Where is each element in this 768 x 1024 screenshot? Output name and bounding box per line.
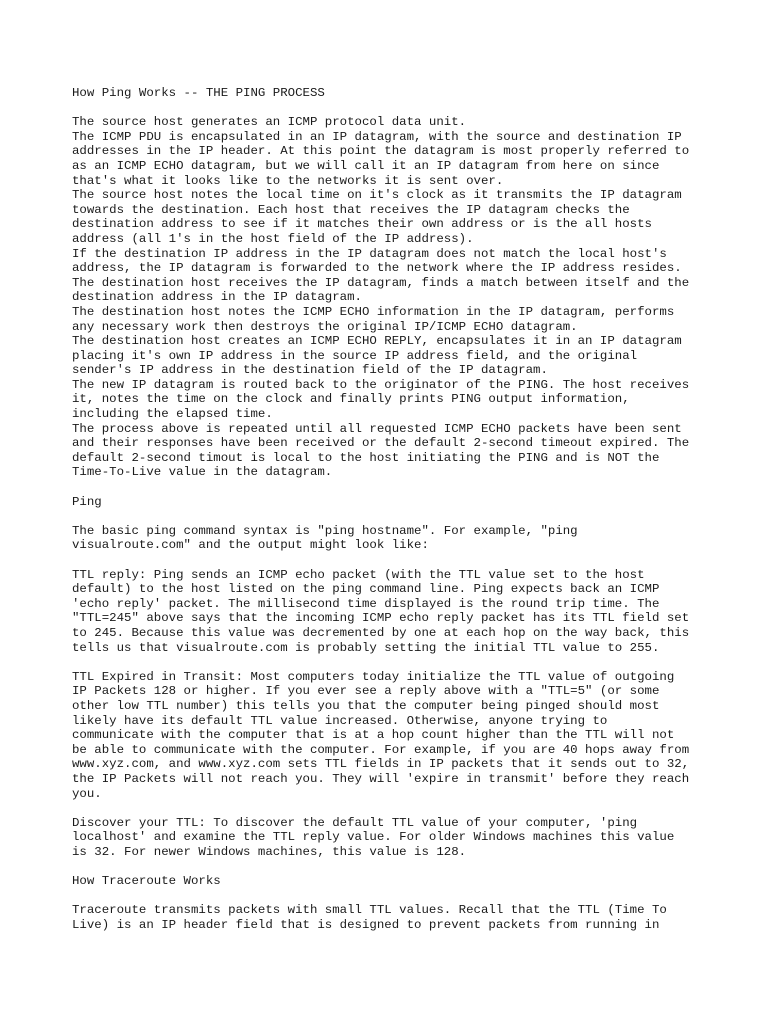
text-line: the IP Packets will not reach you. They will 'expire in transmit' before they reach: [72, 771, 690, 786]
text-line: The ICMP PDU is encapsulated in an IP datagram, with the source and destination IP: [72, 129, 682, 144]
text-line: default) to the host listed on the ping command line. Ping expects back an ICMP: [72, 582, 660, 597]
paragraph-ping-process: [72, 115, 712, 480]
heading-how-traceroute-works: [72, 874, 712, 889]
text-line: tells us that visualroute.com is probably setting the initial TTL value to 255.: [72, 640, 660, 655]
text-line: "TTL=245" above says that the incoming ICMP echo reply packet has its TTL field set: [72, 611, 690, 626]
text-line: How Ping Works -- THE PING PROCESS: [72, 86, 325, 100]
paragraph-ttl-reply: [72, 568, 712, 656]
text-line: destination address in the IP datagram.: [72, 290, 362, 305]
text-line: communicate with the computer that is at a hop count higher than the TTL will not: [72, 728, 675, 743]
text-line: 'echo reply' packet. The millisecond time displayed is the round trip time. The: [72, 596, 660, 611]
text-line: IP Packets 128 or higher. If you ever see a reply above with a "TTL=5" (or some: [72, 684, 660, 699]
text-line: Discover your TTL: To discover the default TTL value of your computer, 'ping: [72, 815, 638, 830]
heading-ping: [72, 495, 712, 510]
text-line: towards the destination. Each host that receives the IP datagram checks the: [72, 202, 630, 217]
text-line: sender's IP address in the destination field of the IP datagram.: [72, 363, 548, 378]
text-line: default 2-second timout is local to the host initiating the PING and is NOT the: [72, 450, 660, 465]
text-line: The basic ping command syntax is "ping hostname". For example, "ping: [72, 523, 578, 538]
heading-how-ping-works: [72, 86, 712, 101]
text-line: placing it's own IP address in the source IP address field, and the original: [72, 348, 638, 363]
text-line: The source host notes the local time on it's clock as it transmits the IP datagram: [72, 188, 682, 203]
paragraph-gap: [72, 859, 712, 874]
paragraph-gap: [72, 101, 712, 116]
text-line: be able to communicate with the computer. For example, if you are 40 hops away from: [72, 742, 690, 757]
paragraph-ttl-expired: [72, 670, 712, 801]
paragraph-gap: [72, 480, 712, 495]
text-line: TTL Expired in Transit: Most computers today initialize the TTL value of outgoing: [72, 669, 675, 684]
paragraph-gap: [72, 801, 712, 816]
text-line: localhost' and examine the TTL reply value. For older Windows machines this value: [72, 830, 675, 845]
text-line: How Traceroute Works: [72, 874, 221, 889]
text-line: including the elapsed time.: [72, 407, 273, 422]
paragraph-gap: [72, 509, 712, 524]
text-line: and their responses have been received or the default 2-second timeout expired. The: [72, 436, 690, 451]
paragraph-traceroute: [72, 903, 712, 932]
text-line: address (all 1's in the host field of the IP address).: [72, 231, 474, 246]
text-line: If the destination IP address in the IP datagram does not match the local host's: [72, 246, 667, 261]
document-page: [72, 86, 712, 932]
text-line: destination address to see if it matches their own address or is the all hosts: [72, 217, 652, 232]
paragraph-ping-syntax: [72, 524, 712, 553]
text-line: The process above is repeated until all requested ICMP ECHO packets have been sent: [72, 421, 682, 436]
text-line: you.: [72, 786, 102, 801]
text-line: Live) is an IP header field that is designed to prevent packets from running in: [72, 917, 660, 932]
text-line: addresses in the IP header. At this point the datagram is most properly referred to: [72, 144, 690, 159]
text-line: The destination host creates an ICMP ECHO REPLY, encapsulates it in an IP datagram: [72, 334, 682, 349]
text-line: visualroute.com" and the output might look like:: [72, 538, 429, 553]
text-line: as an ICMP ECHO datagram, but we will call it an IP datagram from here on since: [72, 158, 660, 173]
text-line: other low TTL number) this tells you that the computer being pinged should most: [72, 698, 660, 713]
text-line: to 245. Because this value was decremented by one at each hop on the way back, this: [72, 625, 690, 640]
text-line: that's what it looks like to the networks it is sent over.: [72, 173, 504, 188]
text-line: is 32. For newer Windows machines, this value is 128.: [72, 844, 467, 859]
text-line: The destination host notes the ICMP ECHO information in the IP datagram, performs: [72, 304, 675, 319]
text-line: likely have its default TTL value increased. Otherwise, anyone trying to: [72, 713, 608, 728]
text-line: The destination host receives the IP datagram, finds a match between itself and the: [72, 275, 690, 290]
paragraph-gap: [72, 655, 712, 670]
text-line: www.xyz.com, and www.xyz.com sets TTL fields in IP packets that it sends out to 32,: [72, 757, 690, 772]
paragraph-gap: [72, 889, 712, 904]
paragraph-discover-ttl: [72, 816, 712, 860]
text-line: Ping: [72, 494, 102, 509]
paragraph-gap: [72, 553, 712, 568]
text-line: Traceroute transmits packets with small TTL values. Recall that the TTL (Time To: [72, 903, 667, 918]
text-line: TTL reply: Ping sends an ICMP echo packet (with the TTL value set to the host: [72, 567, 645, 582]
text-line: it, notes the time on the clock and finally prints PING output information,: [72, 392, 630, 407]
text-line: The source host generates an ICMP protocol data unit.: [72, 115, 467, 130]
text-line: Time-To-Live value in the datagram.: [72, 465, 333, 480]
text-line: The new IP datagram is routed back to the originator of the PING. The host receives: [72, 377, 690, 392]
text-line: any necessary work then destroys the original IP/ICMP ECHO datagram.: [72, 319, 578, 334]
text-line: address, the IP datagram is forwarded to the network where the IP address resides.: [72, 261, 682, 276]
